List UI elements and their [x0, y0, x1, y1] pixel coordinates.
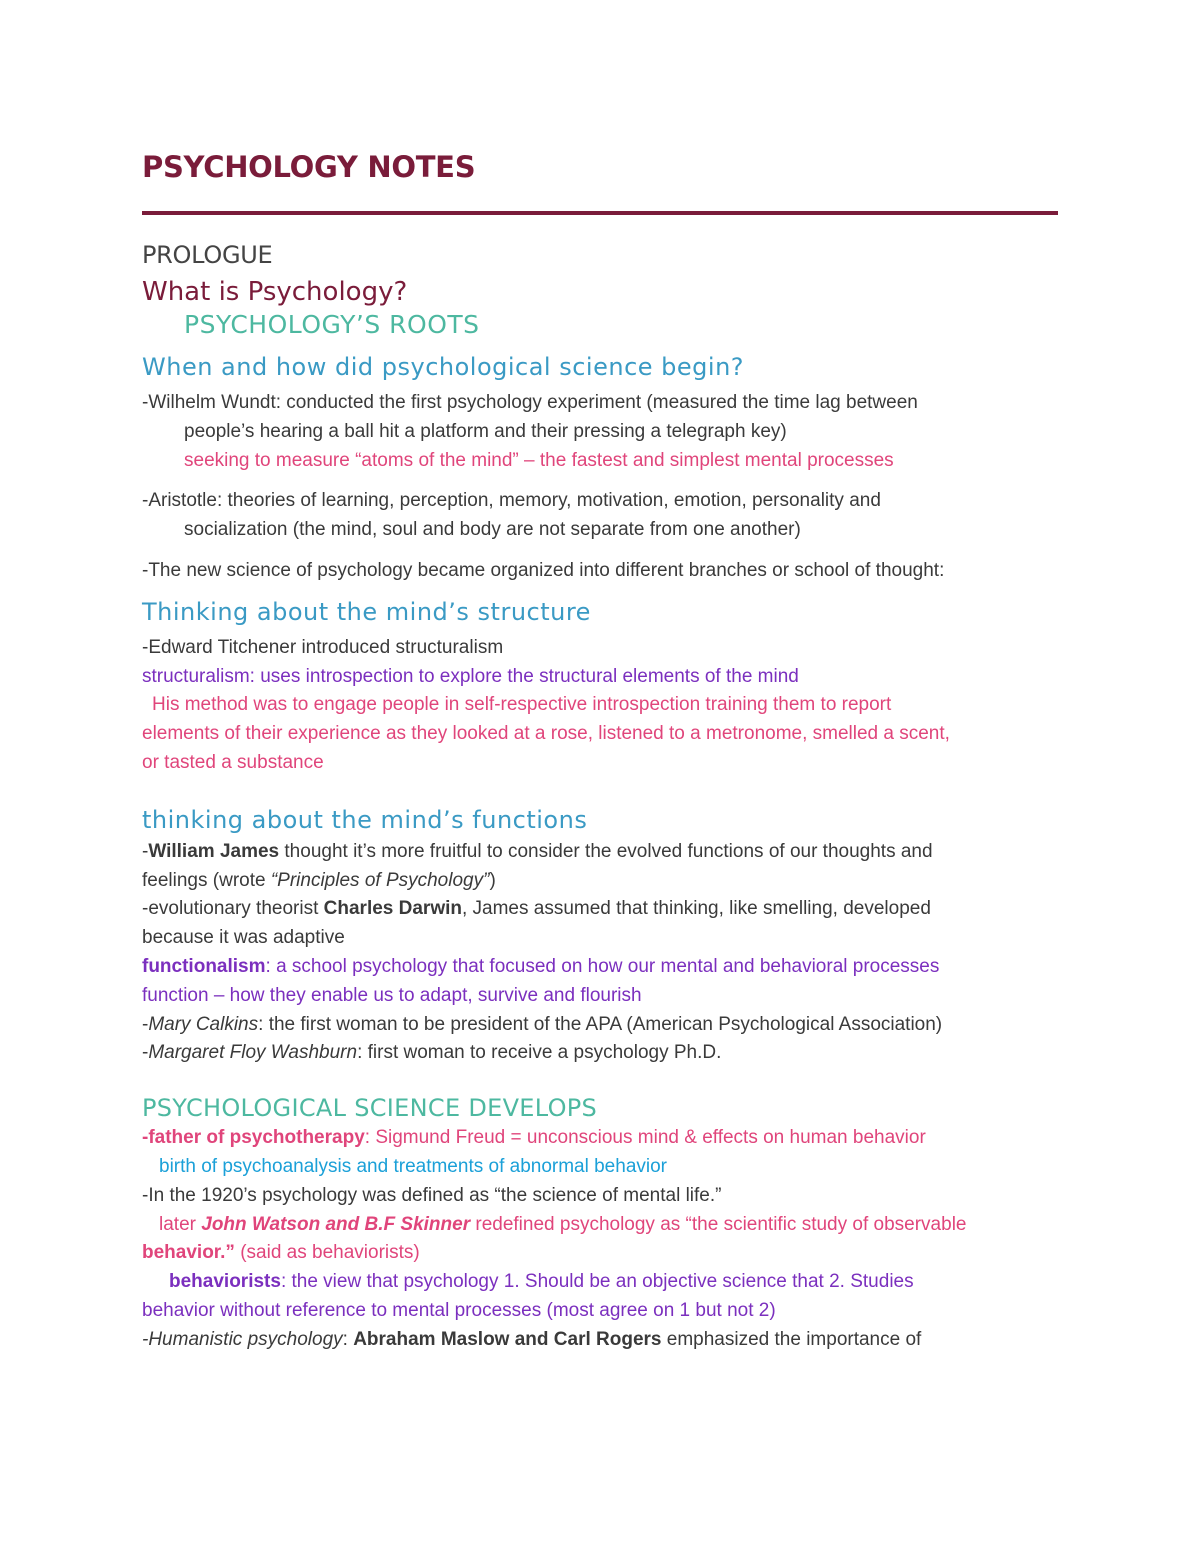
washburn-rest: : first woman to receive a psychology Ph.D.	[357, 1042, 722, 1064]
title-divider	[142, 211, 1058, 215]
darwin-a: -evolutionary theorist	[142, 898, 324, 920]
behavior-rest: (said as behaviorists)	[234, 1242, 420, 1264]
wundt-line-2: people’s hearing a ball hit a platform and their pressing a telegraph key)	[184, 420, 787, 442]
freud-line-2: birth of psychoanalysis and treatments of abnormal behavior	[159, 1155, 667, 1177]
document-content	[142, 140, 1060, 1355]
when-heading: When and how did psychological science begin?	[142, 353, 745, 381]
darwin-name: Charles Darwin	[323, 898, 462, 920]
functionalism-line-1	[142, 953, 1060, 982]
titchener-line: -Edward Titchener introduced structuralism	[142, 636, 504, 658]
behaviorists-line-1	[142, 1268, 1060, 1297]
james-prefix: -	[142, 840, 149, 862]
aristotle-line-2: socialization (the mind, soul and body are not separate from one another)	[184, 519, 801, 541]
freud-line-1	[142, 1124, 1060, 1153]
later-a: later	[159, 1213, 202, 1235]
behaviorists-line-2: behavior without reference to mental processes (most agree on 1 but not 2)	[142, 1299, 776, 1321]
james-rest: thought it’s more fruitful to consider the evolved functions of our thoughts and	[279, 840, 933, 862]
twenties-line: -In the 1920’s psychology was defined as “the science of mental life.”	[142, 1184, 722, 1206]
wundt-line-3: seeking to measure “atoms of the mind” – the fastest and simplest mental processes	[184, 449, 894, 471]
calkins-prefix: -	[142, 1013, 149, 1035]
titchener-method-line-1: His method was to engage people in self-respective introspection training them to report	[152, 694, 892, 716]
aristotle-line-1: -Aristotle: theories of learning, perception, memory, motivation, emotion, personality and	[142, 490, 881, 512]
section-spacer	[142, 778, 1060, 804]
functionalism-term: functionalism	[142, 955, 266, 977]
structure-heading: Thinking about the mind’s structure	[142, 597, 591, 626]
washburn-name: Margaret Floy Washburn	[148, 1042, 358, 1064]
freud-rest: : Sigmund Freud = unconscious mind & effects on human behavior	[364, 1127, 926, 1149]
calkins-name: Mary Calkins	[148, 1013, 259, 1035]
behavior-term: behavior.”	[142, 1242, 235, 1264]
freud-term: -father of psychotherapy	[142, 1127, 365, 1149]
behaviorists-term: behaviorists	[169, 1271, 281, 1293]
later-b: redefined psychology as “the scientific study of observable	[470, 1213, 967, 1235]
james-line-2	[142, 867, 1060, 896]
james-name: William James	[148, 840, 280, 862]
james-line-1	[142, 838, 1060, 867]
humanistic-colon: :	[342, 1328, 354, 1350]
roots-heading: PSYCHOLOGY’S ROOTS	[184, 310, 480, 339]
humanistic-term: -Humanistic psychology	[142, 1328, 343, 1350]
develops-heading: PSYCHOLOGICAL SCIENCE DEVELOPS	[142, 1094, 598, 1123]
washburn-line	[142, 1039, 1060, 1068]
humanistic-rest: emphasized the importance of	[661, 1328, 922, 1350]
watson-skinner-line-2	[142, 1239, 1060, 1268]
james-book-title: “Principles of Psychology”	[270, 869, 490, 891]
darwin-line-2: because it was adaptive	[142, 927, 345, 949]
humanistic-names: Abraham Maslow and Carl Rogers	[353, 1328, 662, 1350]
watson-skinner-names: John Watson and B.F Skinner	[201, 1213, 471, 1235]
calkins-rest: : the first woman to be president of the APA (American Psychological Association)	[258, 1013, 943, 1035]
titchener-method-line-3: or tasted a substance	[142, 751, 324, 773]
prologue-heading: PROLOGUE	[142, 241, 273, 269]
behaviorists-rest: : the view that psychology 1. Should be an objective science that 2. Studies	[280, 1271, 914, 1293]
new-science-line: -The new science of psychology became organized into different branches or school of thought:	[142, 559, 945, 581]
darwin-b: , James assumed that thinking, like smelling, developed	[461, 898, 931, 920]
humanistic-line	[142, 1326, 1060, 1355]
washburn-prefix: -	[142, 1042, 149, 1064]
calkins-line	[142, 1011, 1060, 1040]
james-line-2-a: feelings (wrote	[142, 869, 271, 891]
darwin-line-1	[142, 895, 1060, 924]
functionalism-line-2: function – how they enable us to adapt, survive and flourish	[142, 984, 642, 1006]
what-is-heading: What is Psychology?	[142, 277, 408, 307]
titchener-method-line-2: elements of their experience as they looked at a rose, listened to a metronome, smelled a scent,	[142, 723, 950, 745]
structuralism-definition: structuralism: uses introspection to explore the structural elements of the mind	[142, 665, 799, 687]
document-title: PSYCHOLOGY NOTES	[142, 150, 476, 184]
functions-heading: thinking about the mind’s functions	[142, 805, 588, 834]
james-line-2-c: )	[489, 869, 496, 891]
functionalism-rest: : a school psychology that focused on how our mental and behavioral processes	[265, 955, 940, 977]
watson-skinner-line-1	[142, 1211, 1060, 1240]
wundt-line-1: -Wilhelm Wundt: conducted the first psychology experiment (measured the time lag between	[142, 392, 918, 413]
